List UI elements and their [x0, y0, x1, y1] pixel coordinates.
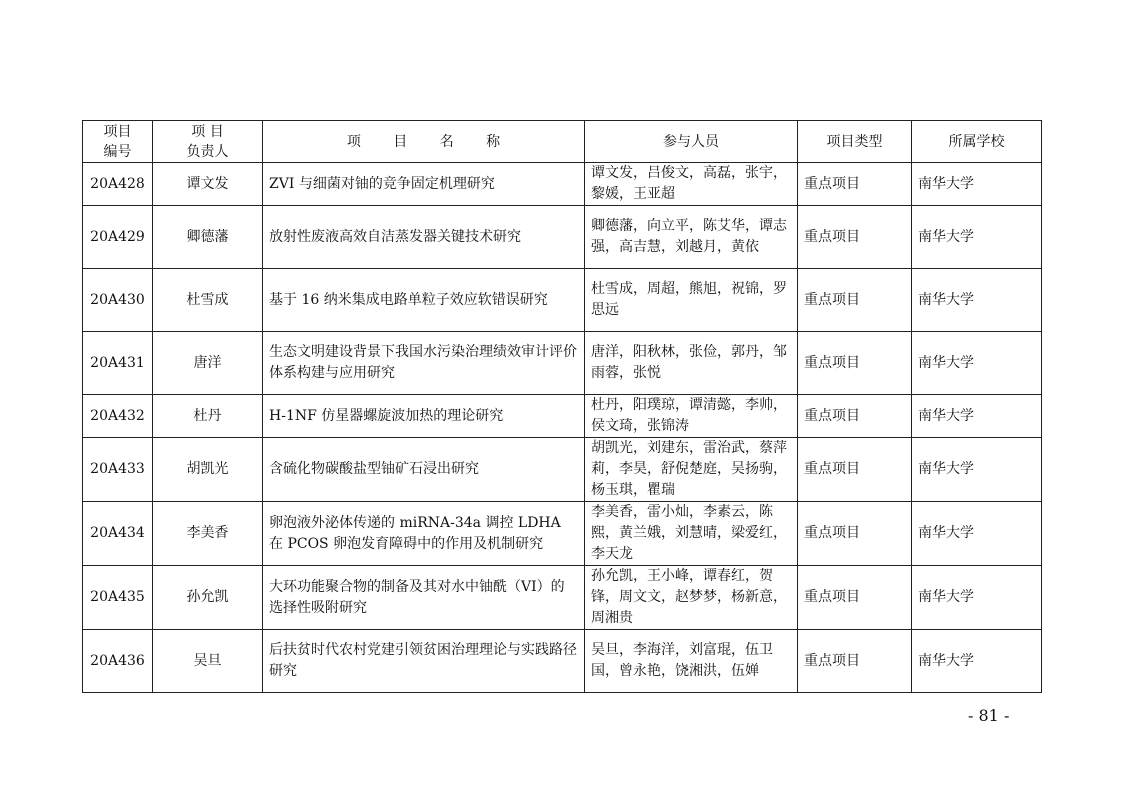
school-cell: 南华大学 [912, 566, 1042, 630]
school-cell: 南华大学 [912, 502, 1042, 566]
school-cell: 南华大学 [912, 395, 1042, 438]
header-project-name [263, 121, 585, 163]
project-id-cell: 20A428 [83, 163, 153, 206]
project-name-cell: 放射性废液高效自洁蒸发器关键技术研究 [263, 206, 585, 269]
header-project-id-line2: 编号 [103, 143, 132, 160]
project-name-cell: 卵泡液外泌体传递的 miRNA-34a 调控 LDHA 在 PCOS 卵泡发育障碍中的作用及机制研究 [263, 502, 585, 566]
project-id-cell: 20A435 [83, 566, 153, 630]
page-number: - 81 - [968, 706, 1010, 725]
school-cell: 南华大学 [912, 332, 1042, 395]
project-leader-cell: 杜丹 [153, 395, 263, 438]
members-cell: 唐洋，阳秋林，张俭，郭丹，邹雨蓉，张悦 [585, 332, 798, 395]
members-cell: 孙允凯，王小峰，谭春红，贺锋，周文文，赵梦梦，杨新意，周湘贵 [585, 566, 798, 630]
table-row [83, 438, 1042, 502]
project-leader-cell: 杜雪成 [153, 269, 263, 332]
table-row [83, 332, 1042, 395]
project-leader-cell: 孙允凯 [153, 566, 263, 630]
project-name-cell: 后扶贫时代农村党建引领贫困治理理论与实践路径研究 [263, 630, 585, 693]
project-name-cell: ZVI 与细菌对铀的竞争固定机理研究 [263, 163, 585, 206]
table-row [83, 206, 1042, 269]
project-type-cell: 重点项目 [798, 630, 912, 693]
project-id-cell: 20A433 [83, 438, 153, 502]
project-id-cell: 20A432 [83, 395, 153, 438]
header-project-leader-line2: 负责人 [186, 143, 229, 160]
project-name-cell: 基于 16 纳米集成电路单粒子效应软错误研究 [263, 269, 585, 332]
table-row [83, 395, 1042, 438]
members-cell: 李美香，雷小灿，李素云，陈熙，黄兰娥，刘慧晴，梁爱红，李天龙 [585, 502, 798, 566]
project-leader-cell: 唐洋 [153, 332, 263, 395]
members-cell: 杜丹，阳璞琼，谭清懿，李帅，侯文琦，张锦涛 [585, 395, 798, 438]
school-cell: 南华大学 [912, 269, 1042, 332]
header-project-id-line1: 项目 [103, 123, 132, 140]
project-leader-cell: 胡凯光 [153, 438, 263, 502]
project-name-cell: 含硫化物碳酸盐型铀矿石浸出研究 [263, 438, 585, 502]
header-project-leader [153, 121, 263, 163]
project-name-cell: H-1NF 仿星器螺旋波加热的理论研究 [263, 395, 585, 438]
header-school: 所属学校 [912, 121, 1042, 163]
header-project-name-text: 项 目 名 称 [346, 133, 501, 150]
project-type-cell: 重点项目 [798, 163, 912, 206]
members-cell: 谭文发，吕俊文，高磊，张宇，黎媛，王亚超 [585, 163, 798, 206]
table-header-row [83, 121, 1042, 163]
project-type-cell: 重点项目 [798, 395, 912, 438]
school-cell: 南华大学 [912, 630, 1042, 693]
project-type-cell: 重点项目 [798, 502, 912, 566]
project-leader-cell: 谭文发 [153, 163, 263, 206]
members-cell: 杜雪成，周超，熊旭，祝锦，罗思远 [585, 269, 798, 332]
header-project-type: 项目类型 [798, 121, 912, 163]
school-cell: 南华大学 [912, 438, 1042, 502]
header-members: 参与人员 [585, 121, 798, 163]
table-row [83, 566, 1042, 630]
project-type-cell: 重点项目 [798, 438, 912, 502]
project-table [82, 120, 1042, 693]
project-type-cell: 重点项目 [798, 269, 912, 332]
project-leader-cell: 吴旦 [153, 630, 263, 693]
project-leader-cell: 卿德藩 [153, 206, 263, 269]
school-cell: 南华大学 [912, 163, 1042, 206]
project-type-cell: 重点项目 [798, 206, 912, 269]
members-cell: 卿德藩，向立平，陈艾华，谭志强，高吉慧，刘越月，黄依 [585, 206, 798, 269]
project-name-cell: 生态文明建设背景下我国水污染治理绩效审计评价体系构建与应用研究 [263, 332, 585, 395]
project-name-cell: 大环功能聚合物的制备及其对水中铀酰（VI）的选择性吸附研究 [263, 566, 585, 630]
project-id-cell: 20A429 [83, 206, 153, 269]
project-id-cell: 20A430 [83, 269, 153, 332]
table-row [83, 163, 1042, 206]
header-project-id [83, 121, 153, 163]
project-id-cell: 20A436 [83, 630, 153, 693]
project-leader-cell: 李美香 [153, 502, 263, 566]
table-row [83, 502, 1042, 566]
table-row [83, 630, 1042, 693]
members-cell: 胡凯光，刘建东，雷治武，蔡萍莉，李昊，舒倪楚庭，吴扬驹，杨玉琪，瞿瑞 [585, 438, 798, 502]
project-type-cell: 重点项目 [798, 332, 912, 395]
table-body [83, 163, 1042, 693]
project-type-cell: 重点项目 [798, 566, 912, 630]
school-cell: 南华大学 [912, 206, 1042, 269]
members-cell: 吴旦，李海洋，刘富琨，伍卫国，曾永艳，饶湘洪，伍婵 [585, 630, 798, 693]
project-id-cell: 20A431 [83, 332, 153, 395]
table-row [83, 269, 1042, 332]
project-id-cell: 20A434 [83, 502, 153, 566]
header-project-leader-line1: 项 目 [191, 123, 224, 140]
